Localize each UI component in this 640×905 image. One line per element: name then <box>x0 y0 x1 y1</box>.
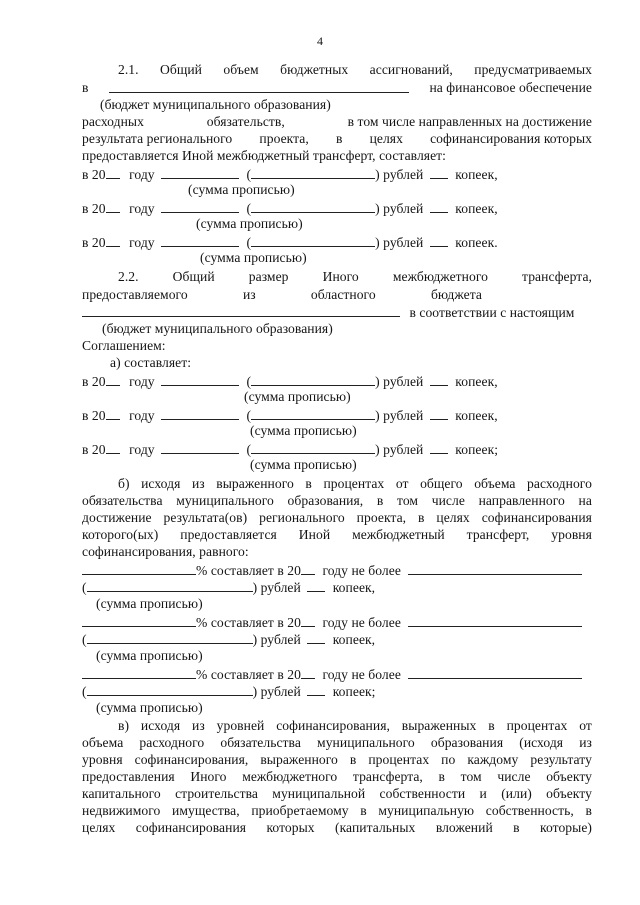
word: ( <box>82 580 87 595</box>
word: которого(ых) <box>82 527 159 542</box>
word: собственность, <box>485 803 574 818</box>
blank-line <box>161 166 239 179</box>
word: вложений <box>435 820 493 835</box>
word: ) рублей <box>375 408 424 423</box>
word: копеек; <box>332 684 376 699</box>
sum-row <box>82 631 592 648</box>
percent-row <box>82 666 592 683</box>
word: собственности <box>379 786 466 801</box>
word: межбюджетного <box>392 269 488 284</box>
word: исходя <box>141 476 181 491</box>
caption-sum: (сумма прописью) <box>196 216 303 231</box>
word: муниципального <box>176 493 274 508</box>
word: которые) <box>540 820 592 835</box>
caption-sum: (сумма прописью) <box>250 423 357 438</box>
s21-line1 <box>118 62 592 78</box>
blank-line <box>307 579 325 592</box>
word: в 20 <box>82 374 106 389</box>
word: трансферта, <box>352 769 423 784</box>
c-line <box>82 735 592 751</box>
word: по <box>441 752 456 767</box>
word: уровня <box>82 752 123 767</box>
word: результату <box>530 752 592 767</box>
year-row <box>82 373 592 390</box>
s22-a-label: а) составляет: <box>110 355 192 370</box>
word: в <box>438 769 445 784</box>
word: в 20 <box>82 442 106 457</box>
word: каждому <box>467 752 519 767</box>
blank-line <box>82 562 196 575</box>
word: капитального <box>82 786 161 801</box>
word: в <box>418 510 425 525</box>
word: из <box>192 718 205 733</box>
word: Общий <box>160 62 203 77</box>
word: копеек; <box>455 442 499 457</box>
word: в 20 <box>82 235 106 250</box>
word: областного <box>310 287 376 302</box>
word: ) рублей <box>252 684 301 699</box>
s21-line3 <box>82 114 592 130</box>
word: Иной <box>298 527 331 542</box>
blank-line <box>430 441 448 454</box>
blank-line <box>251 166 375 179</box>
word: софинансирования, <box>134 752 249 767</box>
word: приобретаемому <box>251 803 349 818</box>
b-line <box>82 510 592 526</box>
word: расходных <box>82 114 144 129</box>
word: от <box>579 718 592 733</box>
blank-line <box>251 441 375 454</box>
s22-line1 <box>118 269 592 285</box>
word: объема <box>82 735 124 750</box>
blank-line <box>251 373 375 386</box>
blank-line <box>82 304 400 317</box>
text: на финансовое обеспечение <box>429 80 592 95</box>
word: году не более <box>322 615 401 630</box>
blank-line <box>301 666 315 679</box>
word: расходного <box>139 735 205 750</box>
blank-line <box>408 666 582 679</box>
word: из <box>191 476 205 491</box>
word: в соответствии с настоящим <box>409 305 575 320</box>
word: в 20 <box>82 408 106 423</box>
caption-budget: (бюджет муниципального образования) <box>102 321 333 336</box>
word: в <box>360 803 367 818</box>
word: Иного <box>190 769 227 784</box>
word: б) <box>118 476 130 491</box>
word: бюджета <box>430 287 482 302</box>
word: копеек. <box>455 235 498 250</box>
blank-line <box>161 407 239 420</box>
word: достижение <box>82 510 152 525</box>
b-line <box>118 476 592 492</box>
word: году не более <box>322 667 401 682</box>
word: объекту <box>546 786 592 801</box>
word: обязательства <box>220 735 301 750</box>
s22-line3 <box>82 304 592 321</box>
c-line <box>82 752 592 768</box>
caption-sum: (сумма прописью) <box>200 250 307 265</box>
word: обязательства <box>82 493 163 508</box>
c-line <box>82 803 592 819</box>
blank-line <box>430 373 448 386</box>
word: образования <box>430 735 504 750</box>
word: обязательств, <box>206 114 285 129</box>
word: в <box>488 718 495 733</box>
word: году не более <box>322 563 401 578</box>
blank-line <box>87 683 253 696</box>
word: в 20 <box>82 201 106 216</box>
word: размер <box>248 269 289 284</box>
word: муниципального <box>317 735 415 750</box>
word: ) рублей <box>375 167 424 182</box>
word: образования, <box>287 493 364 508</box>
word: общего <box>420 476 463 491</box>
word: ) рублей <box>375 442 424 457</box>
year-row <box>82 200 592 217</box>
word: Общий <box>172 269 215 284</box>
blank-line <box>301 562 315 575</box>
word: ( <box>246 167 252 182</box>
word: процентах <box>323 476 385 491</box>
word: (капитальных <box>335 820 416 835</box>
word: копеек, <box>455 167 498 182</box>
word: имущества, <box>172 803 240 818</box>
year-row <box>82 166 592 183</box>
word: копеек, <box>455 374 498 389</box>
word: которых <box>266 820 315 835</box>
word: регионального <box>259 510 345 525</box>
word: копеек, <box>332 580 376 595</box>
word: процентах <box>506 718 568 733</box>
blank-line <box>161 200 239 213</box>
blank-line <box>307 631 325 644</box>
word: межбюджетный <box>352 527 445 542</box>
blank-line <box>430 407 448 420</box>
percent-row <box>82 562 592 579</box>
word: целях <box>436 510 470 525</box>
blank-line <box>430 200 448 213</box>
s21-line5: предоставляется Иной межбюджетный трансферт, составляет: <box>82 148 446 163</box>
blank-line <box>106 234 120 247</box>
caption-budget: (бюджет муниципального образования) <box>100 97 331 112</box>
word: объема <box>474 476 516 491</box>
word: в 20 <box>82 167 106 182</box>
word: результата(ов) <box>163 510 248 525</box>
word: объем <box>223 62 259 77</box>
blank-line <box>301 614 315 627</box>
blank-line <box>106 407 120 420</box>
b-line: софинансирования, равного: <box>82 544 249 559</box>
word: трансферт, <box>466 527 530 542</box>
b-line <box>82 493 592 509</box>
word: году <box>129 374 155 389</box>
word: результата регионального <box>82 131 233 146</box>
word: ) рублей <box>375 201 424 216</box>
word: ( <box>246 374 252 389</box>
blank-line <box>87 579 253 592</box>
word: предоставляется <box>180 527 277 542</box>
c-line <box>118 718 592 734</box>
word: копеек, <box>332 632 376 647</box>
caption-sum: (сумма прописью) <box>188 182 295 197</box>
word: ( <box>246 408 252 423</box>
blank-line <box>109 80 409 93</box>
year-row <box>82 407 592 424</box>
word: из <box>579 735 592 750</box>
caption-sum: (сумма прописью) <box>96 700 203 715</box>
blank-line <box>430 166 448 179</box>
word: целях <box>82 820 116 835</box>
word: расходного <box>527 476 592 491</box>
caption-sum: (сумма прописью) <box>96 648 203 663</box>
word: % составляет в 20 <box>196 563 301 578</box>
blank-line <box>106 441 120 454</box>
blank-line <box>161 441 239 454</box>
word: году <box>129 235 155 250</box>
word: в <box>376 493 384 508</box>
word: ) рублей <box>375 374 424 389</box>
page-number: 4 <box>317 34 323 48</box>
word: ( <box>246 201 252 216</box>
word: Иного <box>322 269 359 284</box>
word: межбюджетного <box>242 769 338 784</box>
c-line <box>82 786 592 802</box>
word: в <box>585 803 592 818</box>
s22-line2 <box>82 287 482 303</box>
blank-line <box>106 166 120 179</box>
text: софинансирования которых <box>430 131 592 146</box>
blank-line <box>82 666 196 679</box>
word: году <box>129 442 155 457</box>
blank-line <box>106 373 120 386</box>
word: проекта, <box>259 131 309 146</box>
word: исходя <box>140 718 181 733</box>
s21-line4 <box>82 131 592 147</box>
word: ) рублей <box>252 580 301 595</box>
word: в <box>349 752 357 767</box>
word: на <box>578 493 592 508</box>
word: ( <box>246 235 252 250</box>
word: 2.1. <box>118 62 139 77</box>
word: том <box>460 769 482 784</box>
c-line <box>82 820 592 836</box>
word: целях <box>369 131 403 146</box>
word: ( <box>82 684 87 699</box>
word: 2.2. <box>118 269 139 284</box>
word: софинансирования <box>135 820 247 835</box>
word: предоставляемого <box>82 287 188 302</box>
s21-line2 <box>82 80 592 96</box>
blank-line <box>251 407 375 420</box>
year-row <box>82 234 592 251</box>
word: том <box>397 493 419 508</box>
word: муниципальной <box>272 786 366 801</box>
word: софинансирования <box>481 510 592 525</box>
word: ) рублей <box>375 235 424 250</box>
blank-line <box>251 200 375 213</box>
word: в) <box>118 718 130 733</box>
c-line <box>82 769 592 785</box>
word: из <box>242 287 256 302</box>
word: в <box>513 820 520 835</box>
year-row <box>82 441 592 458</box>
word: году <box>129 201 155 216</box>
word: в <box>82 80 89 95</box>
word: ) рублей <box>252 632 301 647</box>
word: ассигнований, <box>369 62 453 77</box>
text: в том числе направленных на достижение <box>347 114 592 129</box>
word: объекту <box>546 769 592 784</box>
blank-line <box>408 562 582 575</box>
word: процентах <box>368 752 430 767</box>
s22-line4: Соглашением: <box>82 338 166 353</box>
blank-line <box>307 683 325 696</box>
sum-row <box>82 683 592 700</box>
word: году <box>129 167 155 182</box>
blank-line <box>106 200 120 213</box>
word: % составляет в 20 <box>196 667 301 682</box>
word: (или) <box>501 786 532 801</box>
word: бюджетных <box>280 62 349 77</box>
word: (исходя <box>519 735 564 750</box>
word: недвижимого <box>82 803 161 818</box>
word: муниципальную <box>378 803 475 818</box>
word: выраженного <box>216 476 294 491</box>
word: строительства <box>175 786 258 801</box>
word: предоставления <box>82 769 175 784</box>
word: в <box>335 131 343 146</box>
percent-row <box>82 614 592 631</box>
word: направленного <box>478 493 565 508</box>
word: от <box>395 476 409 491</box>
word: % составляет в 20 <box>196 615 301 630</box>
blank-line <box>408 614 582 627</box>
caption-sum: (сумма прописью) <box>244 389 351 404</box>
blank-line <box>161 234 239 247</box>
word: году <box>129 408 155 423</box>
caption-sum: (сумма прописью) <box>250 457 357 472</box>
word: уровня <box>551 527 592 542</box>
blank-line <box>161 373 239 386</box>
blank-line <box>430 234 448 247</box>
blank-line <box>251 234 375 247</box>
word: трансферта, <box>522 269 592 284</box>
word: выраженных <box>401 718 477 733</box>
word: предусматриваемых <box>474 62 592 77</box>
word: ( <box>82 632 87 647</box>
sum-row <box>82 579 592 596</box>
word: и <box>479 786 487 801</box>
word: копеек, <box>455 408 498 423</box>
blank-line <box>87 631 253 644</box>
word: уровней <box>216 718 265 733</box>
word: в <box>305 476 312 491</box>
word: числе <box>497 769 531 784</box>
caption-sum: (сумма прописью) <box>96 596 203 611</box>
blank-line <box>82 614 196 627</box>
word: выраженного <box>260 752 338 767</box>
word: ( <box>246 442 252 457</box>
word: копеек, <box>455 201 498 216</box>
word: числе <box>431 493 465 508</box>
word: проекта, <box>356 510 407 525</box>
b-line <box>82 527 592 543</box>
word: софинансирования, <box>276 718 390 733</box>
